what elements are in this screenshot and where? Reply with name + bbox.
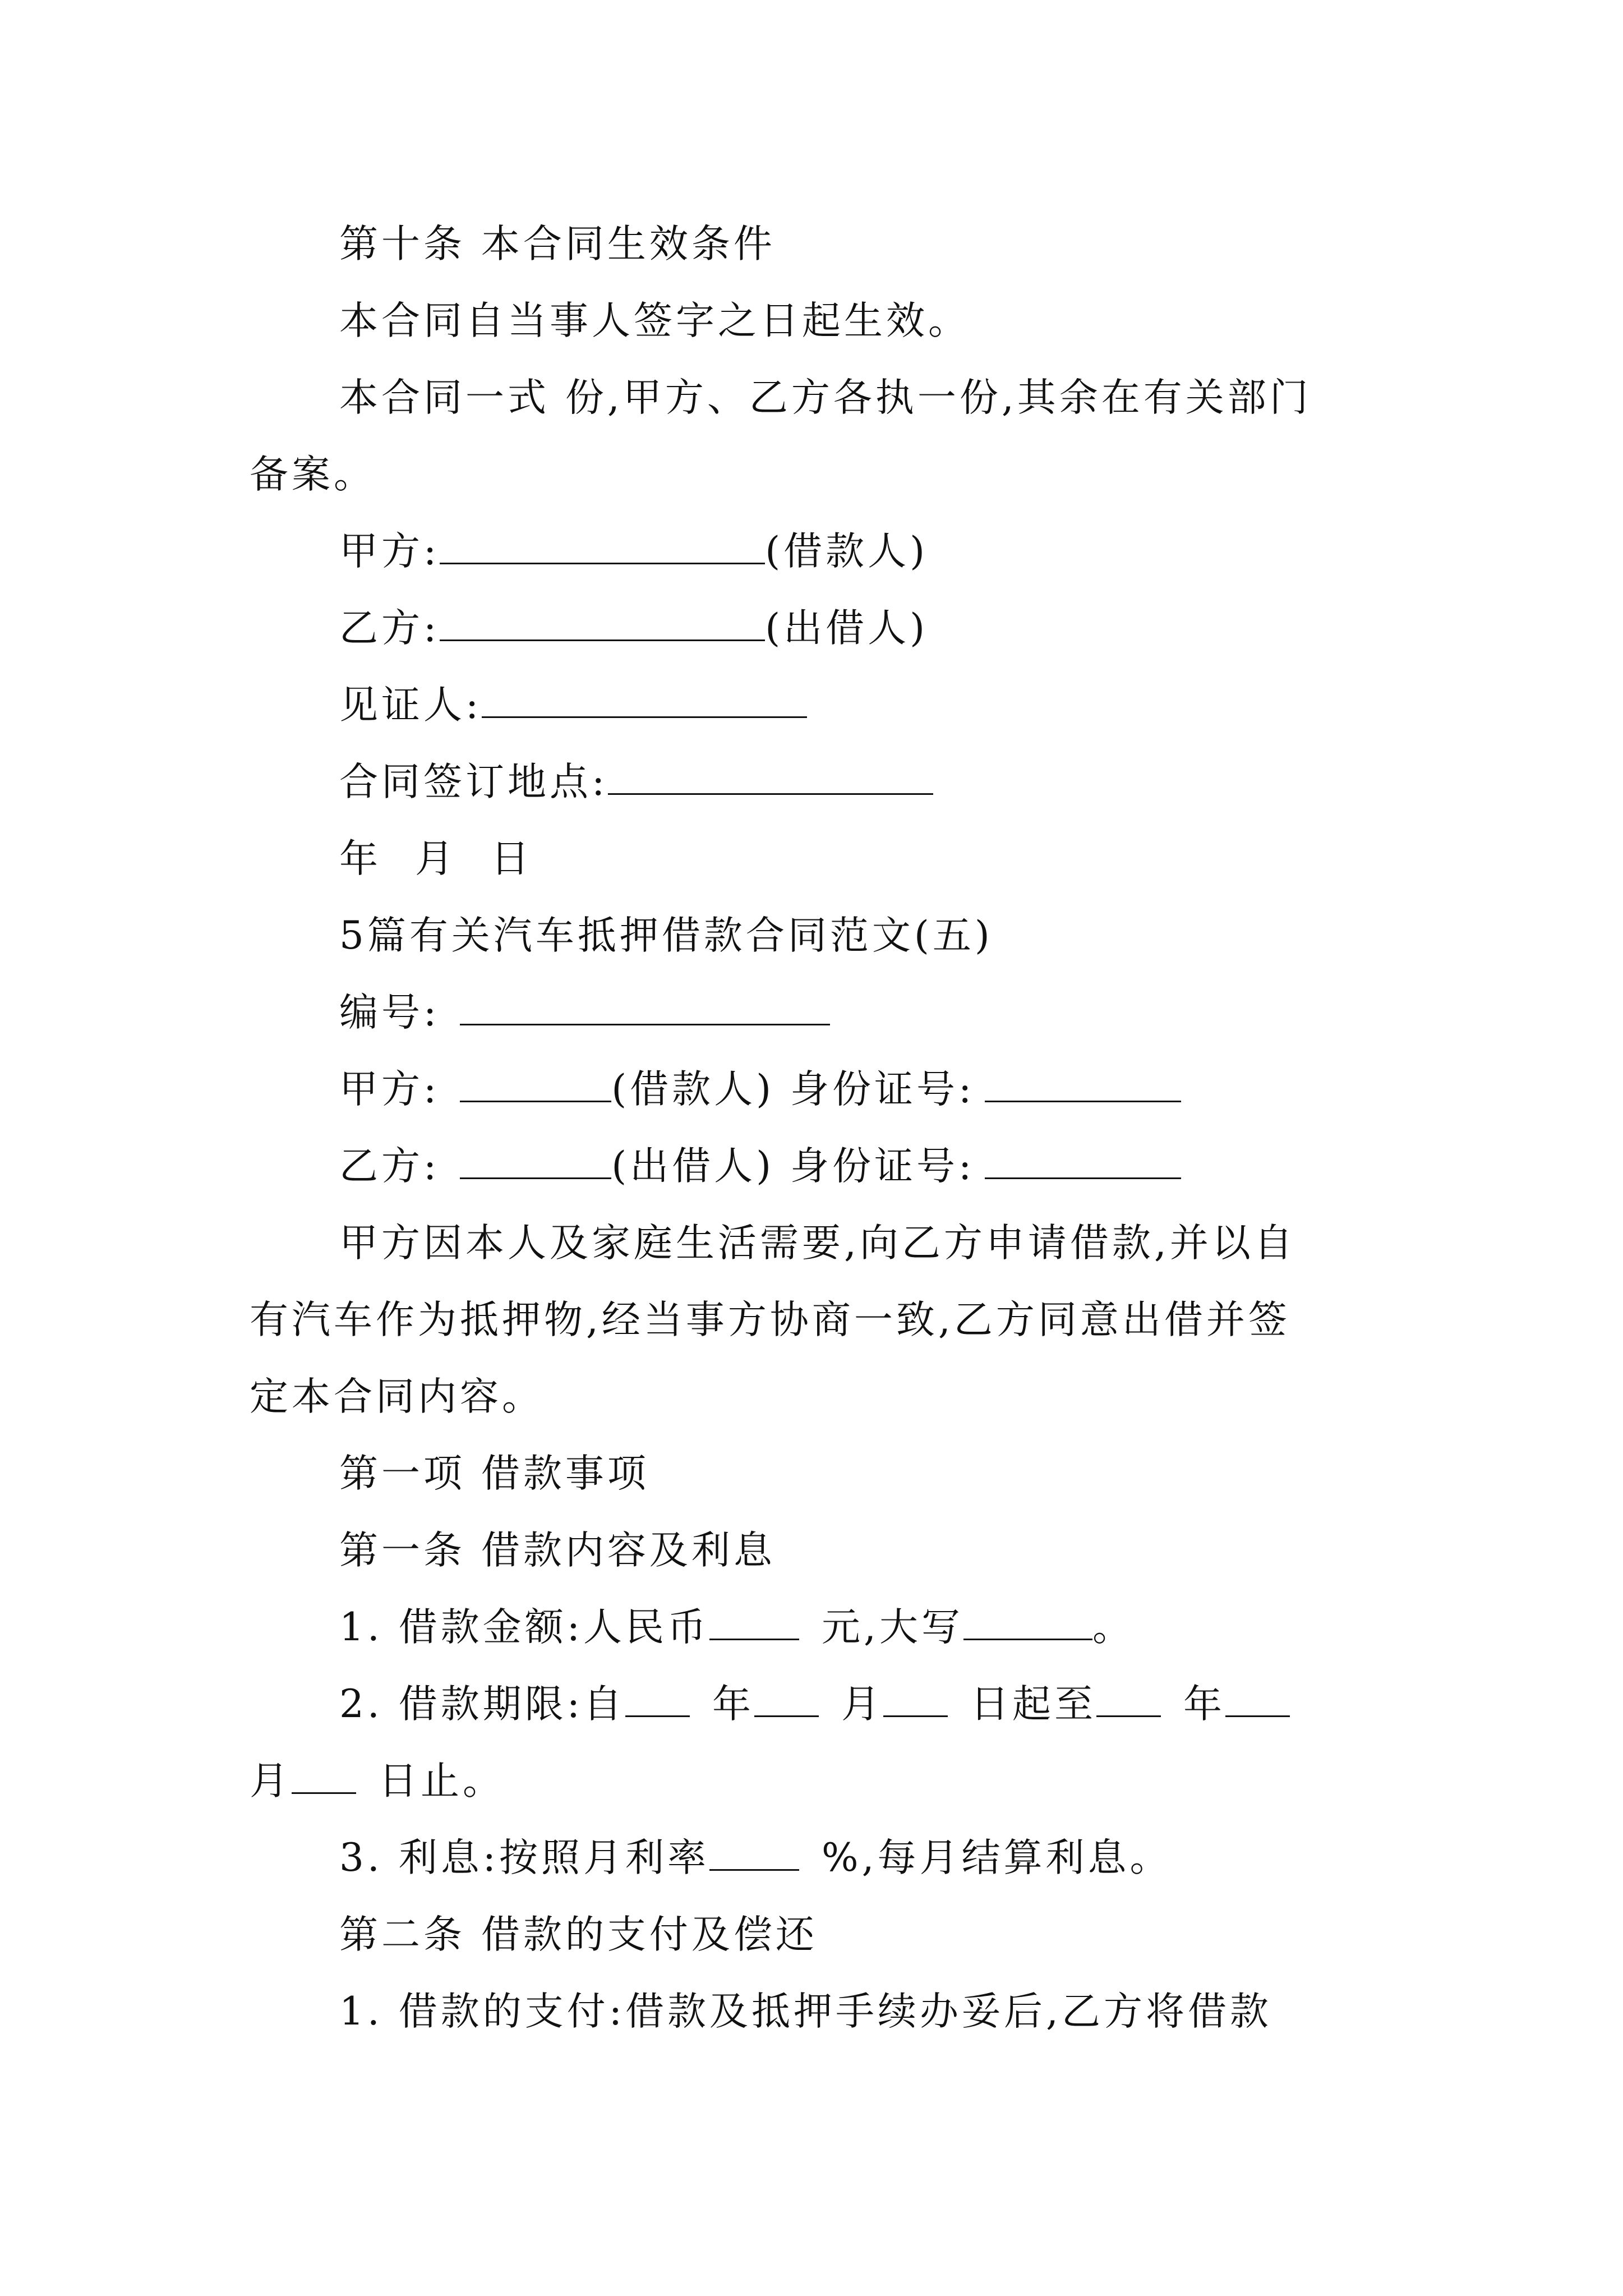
fill-in-blank xyxy=(985,1142,1181,1179)
text-line: 备案。 xyxy=(250,452,376,497)
fill-in-blank xyxy=(460,1065,611,1102)
paragraph-continuation xyxy=(250,1292,1290,1348)
paragraph-continuation xyxy=(250,447,376,503)
text-line: 5篇有关汽车抵押借款合同范文(五) xyxy=(339,913,993,958)
text-line: 甲方因本人及家庭生活需要,向乙方申请借款,并以自 xyxy=(339,1221,1296,1266)
label: (出借人) 身份证号: xyxy=(611,1144,975,1189)
label: 年 xyxy=(1183,1682,1226,1727)
paragraph-continuation xyxy=(250,1369,544,1425)
fill-in-blank xyxy=(754,1680,819,1717)
loan-term-clause-continuation xyxy=(250,1753,505,1809)
text-line: 本合同自当事人签字之日起生效。 xyxy=(339,298,970,343)
label: 乙方: xyxy=(339,1144,440,1189)
article-10-heading xyxy=(339,216,776,272)
fill-in-blank xyxy=(460,1142,611,1179)
signing-place-line xyxy=(339,754,933,810)
text-line: 有汽车作为抵押物,经当事方协商一致,乙方同意出借并签 xyxy=(250,1297,1290,1342)
label: 乙方: xyxy=(339,606,440,651)
label: 合同签订地点: xyxy=(339,760,608,804)
party-a-info-line xyxy=(339,1061,1181,1117)
paragraph xyxy=(339,293,970,349)
label: 编号: xyxy=(339,990,440,1035)
party-b-info-line xyxy=(339,1138,1181,1194)
label: 1. 借款金额:人民币 xyxy=(339,1605,710,1650)
label: (出借人) xyxy=(765,606,929,651)
date-line xyxy=(339,831,542,887)
fill-in-blank xyxy=(292,1756,356,1794)
fill-in-blank xyxy=(709,1833,799,1871)
paragraph xyxy=(339,370,1312,426)
label: 月 xyxy=(250,1759,292,1803)
text-line: 年 月 日 xyxy=(339,836,542,881)
fill-in-blank xyxy=(883,1680,948,1717)
label: 日起至 xyxy=(970,1682,1097,1727)
fill-in-blank xyxy=(440,527,765,564)
fill-in-blank xyxy=(625,1680,690,1717)
party-b-signature-line xyxy=(339,600,928,656)
interest-clause xyxy=(339,1830,1172,1886)
label: 甲方: xyxy=(339,1067,440,1112)
label: 3. 利息:按照月利率 xyxy=(339,1835,710,1880)
text-line: 定本合同内容。 xyxy=(250,1374,544,1419)
text-line: 第一条 借款内容及利息 xyxy=(339,1528,776,1573)
party-a-signature-line xyxy=(339,523,928,579)
article-1-heading xyxy=(339,1522,776,1579)
fill-in-blank xyxy=(460,988,830,1025)
fill-in-blank xyxy=(482,680,807,718)
label: 元,大写 xyxy=(822,1605,963,1650)
paragraph xyxy=(339,1984,1272,2040)
text-line: 第十条 本合同生效条件 xyxy=(339,222,776,266)
label: (借款人) xyxy=(765,529,929,574)
fill-in-blank xyxy=(1225,1680,1290,1717)
label: 甲方: xyxy=(339,529,440,574)
fill-in-blank xyxy=(608,757,933,795)
fill-in-blank xyxy=(963,1603,1092,1640)
paragraph xyxy=(339,1215,1296,1271)
loan-amount-clause xyxy=(339,1599,1135,1655)
text-line: 本合同一式 份,甲方、乙方各执一份,其余在有关部门 xyxy=(339,375,1312,420)
label: 见证人: xyxy=(339,683,482,728)
article-2-heading xyxy=(339,1907,818,1963)
fill-in-blank xyxy=(1096,1680,1161,1717)
text-line: 1. 借款的支付:借款及抵押手续办妥后,乙方将借款 xyxy=(339,1989,1272,2034)
section-title xyxy=(339,908,993,964)
label: %,每月结算利息。 xyxy=(822,1835,1172,1880)
label: 年 xyxy=(712,1682,755,1727)
loan-term-clause xyxy=(339,1676,1290,1732)
label: (借款人) 身份证号: xyxy=(611,1067,975,1112)
item-1-heading xyxy=(339,1446,649,1502)
label: 日止。 xyxy=(379,1759,505,1803)
label: 2. 借款期限:自 xyxy=(339,1682,626,1727)
fill-in-blank xyxy=(709,1603,799,1640)
text-line: 第一项 借款事项 xyxy=(339,1451,649,1496)
fill-in-blank xyxy=(440,604,765,641)
label: 月 xyxy=(841,1682,884,1727)
label: 。 xyxy=(1092,1605,1135,1650)
fill-in-blank xyxy=(985,1065,1181,1102)
text-line: 第二条 借款的支付及偿还 xyxy=(339,1912,818,1957)
witness-line xyxy=(339,677,807,733)
contract-number-line xyxy=(339,984,830,1041)
